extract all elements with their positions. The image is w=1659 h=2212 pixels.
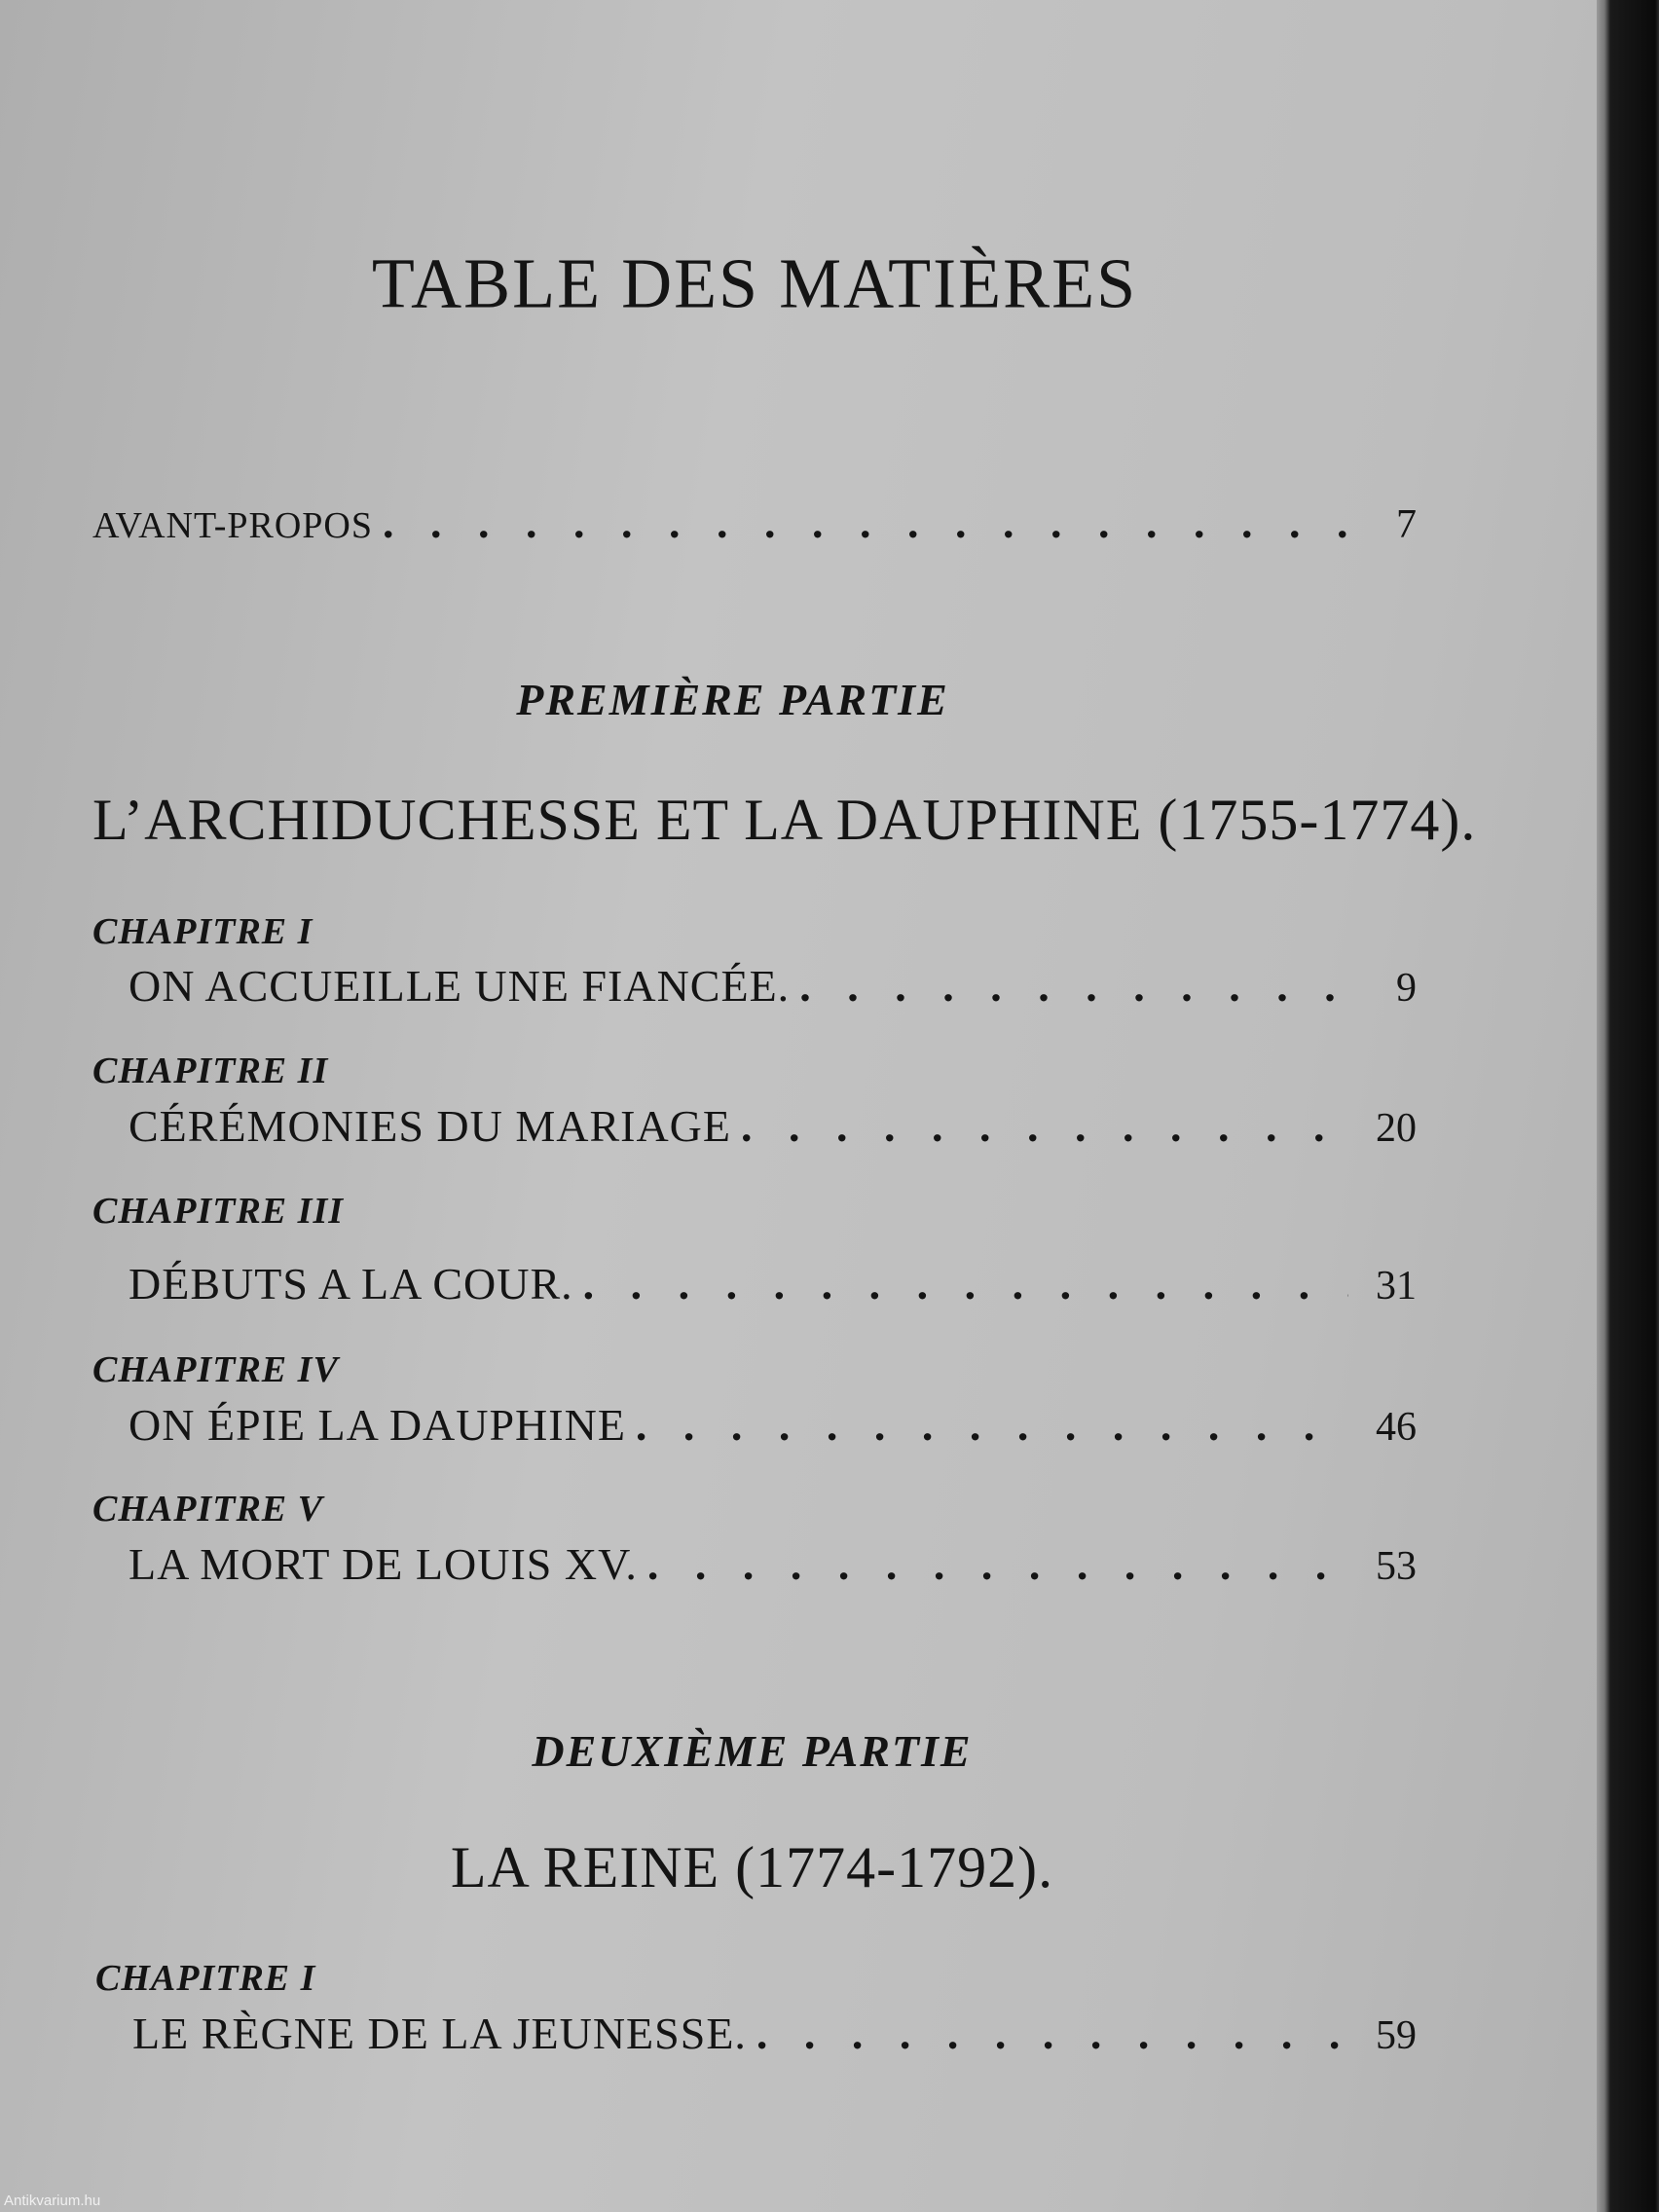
dot-leader (638, 1538, 1348, 1590)
chapter-label: CHAPITRE III (92, 1191, 345, 1232)
watermark: Antikvarium.hu (4, 2193, 101, 2209)
toc-entry-page: 31 (1376, 1264, 1417, 1309)
toc-entry-title: DÉBUTS A LA COUR. (129, 1259, 573, 1309)
toc-entry (129, 960, 1417, 1012)
toc-entry (129, 1399, 1417, 1451)
toc-entry-title: AVANT-PROPOS (92, 505, 373, 546)
toc-entry-page: 20 (1376, 1106, 1417, 1151)
toc-entry-title: LE RÈGNE DE LA JEUNESSE. (132, 2009, 747, 2058)
dot-leader (373, 497, 1348, 548)
dot-leader (626, 1399, 1348, 1451)
toc-entry-title: LA MORT DE LOUIS XV. (129, 1539, 638, 1589)
dot-leader (790, 960, 1348, 1012)
toc-entry (129, 1100, 1417, 1152)
toc-entry-page: 7 (1396, 502, 1417, 547)
part-title: L’ARCHIDUCHESSE ET LA DAUPHINE (1755-1774). (92, 788, 1477, 852)
part-title: LA REINE (1774-1792). (450, 1835, 1054, 1899)
toc-entry-avant-propos (92, 497, 1417, 548)
toc-entry-page: 59 (1376, 2013, 1417, 2058)
toc-entry (129, 1538, 1417, 1590)
toc-entry-title: CÉRÉMONIES DU MARIAGE (129, 1101, 731, 1151)
dot-leader (747, 2008, 1348, 2059)
toc-entry (132, 2008, 1417, 2059)
chapter-label: CHAPITRE IV (92, 1349, 339, 1390)
dot-leader (573, 1258, 1348, 1309)
chapter-label: CHAPITRE V (92, 1489, 323, 1530)
chapter-label: CHAPITRE II (92, 1051, 329, 1091)
book-binding-edge (1597, 0, 1659, 2212)
toc-entry-title: ON ACCUEILLE UNE FIANCÉE. (129, 961, 791, 1011)
toc-entry (129, 1258, 1417, 1309)
part-label: DEUXIÈME PARTIE (532, 1726, 973, 1776)
toc-entry-page: 46 (1376, 1405, 1417, 1450)
dot-leader (731, 1100, 1348, 1152)
page-title: TABLE DES MATIÈRES (371, 243, 1138, 323)
toc-entry-page: 9 (1396, 966, 1417, 1011)
part-label: PREMIÈRE PARTIE (516, 675, 949, 724)
toc-entry-page: 53 (1376, 1544, 1417, 1589)
toc-entry-title: ON ÉPIE LA DAUPHINE (129, 1400, 626, 1450)
chapter-label: CHAPITRE I (95, 1958, 316, 1999)
chapter-label: CHAPITRE I (92, 911, 313, 952)
